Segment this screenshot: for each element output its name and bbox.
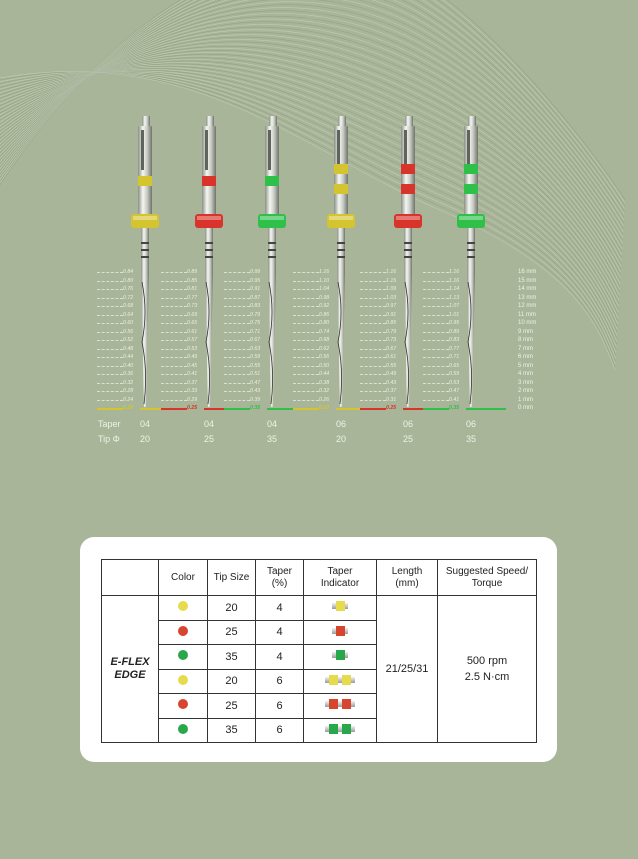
taper-value: 06 [402,419,413,429]
taper-cell: 6 [256,694,304,719]
diameter-label: 0.87 [250,294,261,301]
scale-line [293,391,319,392]
color-cell [159,596,208,621]
taper-cell: 4 [256,596,304,621]
mm-label: 7 mm [518,345,533,352]
diameter-label: 0.73 [386,337,397,343]
tip-value: 20 [139,434,150,444]
taper-indicator-cell [304,718,377,743]
diameter-label: 0.68 [319,337,330,343]
diameter-label: 0.95 [449,320,460,326]
scale-line [161,391,187,392]
diameter-label: 0.69 [187,311,198,318]
scale-line [293,332,319,333]
diameter-label: 1.01 [449,311,460,318]
scale-line [161,408,187,410]
taper-indicator-cell [304,694,377,719]
diameter-label: 0.76 [123,286,134,292]
scale-line [161,374,187,375]
diameter-label: 0.40 [123,362,134,369]
scale-line [360,289,386,290]
diameter-label: 0.37 [386,388,397,394]
diameter-label: 1.16 [319,269,330,275]
scale-line [293,306,319,307]
diameter-label: 1.07 [449,303,460,309]
scale-line [293,281,319,282]
diameter-label: 0.80 [319,320,330,326]
mm-label: 9 mm [518,328,533,335]
diameter-label: 0.89 [449,328,460,335]
scale-line [293,298,319,299]
diameter-label: 0.44 [123,354,134,360]
scale-line [224,315,250,316]
scale-line [360,281,386,282]
tip-value: 35 [465,434,476,444]
scale-line [293,323,319,324]
scale-line [161,289,187,290]
diameter-label: 1.03 [386,294,397,301]
diameter-label: 0.38 [319,379,330,386]
scale-line [224,357,250,358]
diameter-label: 0.59 [449,371,460,377]
diameter-label: 1.16 [449,277,460,284]
diameter-label: 0.79 [250,311,261,318]
scale-line [97,357,123,358]
taper-indicator-icon [325,675,355,685]
scale-line [97,281,123,282]
taper-indicator-icon [332,626,348,636]
tip-value: 35 [266,434,277,444]
scale-line [293,289,319,290]
scale-line [423,272,449,273]
scale-line [360,349,386,350]
color-cell [159,620,208,645]
scale-line [97,400,123,401]
scale-line [293,366,319,367]
tip-value: 25 [402,434,413,444]
tip-row-label: Tip Φ [98,434,120,444]
scale-line [224,400,250,401]
diameter-label: 0.62 [319,345,330,352]
header-color: Color [159,560,208,596]
scale-line [224,349,250,350]
scale-line [360,366,386,367]
diameter-label: 0.56 [319,354,330,360]
tip-size-cell: 25 [208,620,256,645]
scale-line [360,391,386,392]
diameter-label: 0.32 [123,379,134,386]
color-dot [178,601,188,611]
scale-line [97,298,123,299]
scale-line [423,281,449,282]
mm-label: 13 mm [518,294,537,301]
scale-line [224,323,250,324]
color-dot [178,724,188,734]
mm-label: 6 mm [518,354,533,360]
diameter-label: 0.20 [319,405,330,411]
diameter-label: 0.29 [187,396,198,403]
scale-line [423,289,449,290]
taper-cell: 6 [256,669,304,694]
taper-value: 06 [335,419,346,429]
diameter-label: 0.60 [123,320,134,326]
taper-indicator-icon [325,724,355,734]
scale-line [161,383,187,384]
taper-indicator-icon [332,650,348,660]
scale-line [360,374,386,375]
diameter-label: 0.47 [449,388,460,394]
diameter-label: 0.37 [187,379,198,386]
mm-label: 1 mm [518,396,533,403]
diameter-label: 0.52 [123,337,134,343]
mm-label: 3 mm [518,379,533,386]
product-name: E-FLEX EDGE [102,596,159,743]
scale-line [224,383,250,384]
diameter-label: 0.67 [250,337,261,343]
diameter-label: 0.73 [187,303,198,309]
taper-indicator-icon [325,699,355,709]
scale-line [293,315,319,316]
scale-line [97,349,123,350]
scale-line [97,366,123,367]
taper-value: 06 [465,419,476,429]
scale-line [423,400,449,401]
diameter-label: 0.97 [386,303,397,309]
scale-line [97,332,123,333]
diameter-label: 0.61 [386,354,397,360]
diameter-label: 0.20 [123,405,134,411]
diameter-label: 0.85 [386,320,397,326]
scale-line [423,315,449,316]
diameter-label: 0.44 [319,371,330,377]
diameter-label: 0.41 [187,371,198,377]
diameter-label: 0.26 [319,396,330,403]
scale-line [224,332,250,333]
spec-card [80,537,557,762]
mm-label: 5 mm [518,362,533,369]
scale-line [224,306,250,307]
diameter-label: 0.61 [187,328,198,335]
scale-line [423,306,449,307]
scale-line [161,323,187,324]
scale-line [423,366,449,367]
diameter-label: 0.51 [250,371,261,377]
scale-line [224,340,250,341]
diameter-label: 0.39 [250,396,261,403]
color-dot [178,650,188,660]
scale-line [360,408,386,410]
diameter-label: 0.55 [386,362,397,369]
diameter-label: 0.48 [123,345,134,352]
scale-line [360,332,386,333]
scale-line [224,374,250,375]
diameter-label: 0.63 [250,345,261,352]
scale-line [293,340,319,341]
scale-line [360,315,386,316]
diameter-label: 0.86 [319,311,330,318]
diameter-label: 0.59 [250,354,261,360]
diameter-label: 0.33 [187,388,198,394]
scale-line [423,374,449,375]
diameter-label: 0.71 [250,328,261,335]
scale-line [360,357,386,358]
diameter-label: 0.68 [123,303,134,309]
table-header-row [102,560,537,596]
scale-line [161,272,187,273]
mm-label: 4 mm [518,371,533,377]
taper-value: 04 [266,419,277,429]
mm-label: 11 mm [518,311,536,318]
scale-line [161,332,187,333]
diameter-label: 0.98 [319,294,330,301]
diameter-label: 0.45 [187,362,198,369]
speed-cell: 500 rpm 2.5 N·cm [438,596,537,743]
diameter-label: 0.99 [250,269,261,275]
diameter-label: 0.49 [386,371,397,377]
diameter-label: 0.65 [187,320,198,326]
diameter-label: 1.13 [449,294,460,301]
diameter-label: 1.15 [386,277,397,284]
scale-line [423,323,449,324]
scale-line [97,340,123,341]
diameter-label: 0.53 [187,345,198,352]
mm-label: 2 mm [518,388,533,394]
scale-line [360,383,386,384]
diameter-label: 0.77 [187,294,198,301]
diameter-label: 1.14 [449,286,460,292]
taper-indicator-cell [304,645,377,670]
mm-label: 15 mm [518,277,537,284]
diameter-label: 0.79 [386,328,397,335]
diameter-label: 0.80 [123,277,134,284]
tip-value: 20 [335,434,346,444]
scale-line [224,281,250,282]
diameter-label: 1.10 [319,277,330,284]
color-cell [159,645,208,670]
header-taper-indicator: Taper Indicator [304,560,377,596]
scale-line [97,306,123,307]
scale-line [97,374,123,375]
scale-line [293,357,319,358]
scale-line [466,408,506,410]
diameter-label: 0.35 [449,405,460,411]
diameter-label: 0.83 [449,337,460,343]
scale-line [97,408,123,410]
diameter-label: 0.65 [449,362,460,369]
scale-line [423,332,449,333]
mm-label: 0 mm [518,405,533,411]
diameter-label: 0.77 [449,345,460,352]
diameter-label: 0.53 [449,379,460,386]
diameter-label: 0.24 [123,396,134,403]
scale-line [161,306,187,307]
diameter-label: 0.92 [319,303,330,309]
mm-label: 8 mm [518,337,533,343]
scale-line [97,391,123,392]
tip-size-cell: 35 [208,718,256,743]
header-taper: Taper (%) [256,560,304,596]
table-row [102,596,537,621]
diameter-label: 0.28 [123,388,134,394]
scale-line [161,281,187,282]
scale-line [423,357,449,358]
scale-line [161,400,187,401]
taper-cell: 4 [256,645,304,670]
mm-label: 14 mm [518,286,537,292]
diameter-label: 0.67 [386,345,397,352]
scale-line [423,383,449,384]
diameter-label: 0.36 [123,371,134,377]
diameter-label: 0.91 [386,311,397,318]
diameter-label: 0.47 [250,379,261,386]
diameter-label: 1.09 [386,286,397,292]
spec-table [101,559,537,743]
diameter-label: 0.41 [449,396,460,403]
taper-indicator-icon [332,601,348,611]
diameter-label: 0.25 [187,405,198,411]
diameter-label: 0.71 [449,354,460,360]
scale-line [360,298,386,299]
scale-line [293,408,319,410]
taper-cell: 4 [256,620,304,645]
diameter-label: 1.16 [449,269,460,275]
scale-line [423,298,449,299]
scale-line [360,306,386,307]
scale-line [293,374,319,375]
diameter-label: 0.49 [187,354,198,360]
taper-value: 04 [203,419,214,429]
diameter-label: 0.75 [250,320,261,326]
tip-size-cell: 25 [208,694,256,719]
mm-label: 12 mm [518,303,537,309]
color-dot [178,699,188,709]
diameter-label: 0.83 [250,303,261,309]
scale-line [360,400,386,401]
diameter-label: 0.25 [386,405,397,411]
scale-line [293,383,319,384]
scale-line [360,272,386,273]
scale-line [224,272,250,273]
scale-line [161,349,187,350]
mm-label: 16 mm [518,269,537,275]
header-speed: Suggested Speed/ Torque [438,560,537,596]
scale-line [293,349,319,350]
scale-line [293,400,319,401]
diameter-label: 0.91 [250,286,261,292]
scale-line [161,366,187,367]
taper-row-label: Taper [98,419,121,429]
diameter-label: 0.81 [187,286,198,292]
scale-line [97,289,123,290]
diameter-label: 0.31 [386,396,397,403]
scale-line [360,323,386,324]
color-dot [178,626,188,636]
scale-line [97,272,123,273]
diameter-label: 0.55 [250,362,261,369]
scale-line [161,340,187,341]
diameter-label: 0.85 [187,277,198,284]
diameter-label: 1.16 [386,269,397,275]
scale-line [423,340,449,341]
diameter-label: 0.89 [187,269,198,275]
color-cell [159,694,208,719]
scale-line [423,391,449,392]
header-length: Length (mm) [377,560,438,596]
diameter-label: 0.35 [250,405,261,411]
mm-label: 10 mm [518,320,537,326]
diameter-label: 0.95 [250,277,261,284]
scale-line [360,340,386,341]
scale-line [161,357,187,358]
diameter-label: 0.43 [250,388,261,394]
diameter-label: 0.74 [319,328,330,335]
diameter-label: 0.72 [123,294,134,301]
scale-line [224,391,250,392]
scale-line [423,349,449,350]
diameter-label: 0.32 [319,388,330,394]
color-dot [178,675,188,685]
scale-line [293,272,319,273]
taper-indicator-cell [304,669,377,694]
scale-line [97,383,123,384]
taper-indicator-cell [304,620,377,645]
color-cell [159,718,208,743]
scale-line [423,408,449,410]
header-tip-size: Tip Size [208,560,256,596]
tip-value: 25 [203,434,214,444]
length-cell: 21/25/31 [377,596,438,743]
diameter-label: 0.50 [319,362,330,369]
scale-line [224,366,250,367]
diameter-label: 1.04 [319,286,330,292]
color-cell [159,669,208,694]
header-empty [102,560,159,596]
scale-line [161,298,187,299]
scale-line [224,289,250,290]
taper-cell: 6 [256,718,304,743]
taper-value: 04 [139,419,150,429]
scale-line [161,315,187,316]
tip-size-cell: 20 [208,596,256,621]
scale-line [97,315,123,316]
scale-line [224,298,250,299]
taper-indicator-cell [304,596,377,621]
scale-line [97,323,123,324]
scale-line [224,408,250,410]
tip-size-cell: 20 [208,669,256,694]
diameter-label: 0.56 [123,328,134,335]
tip-size-cell: 35 [208,645,256,670]
diameter-label: 0.64 [123,311,134,318]
diameter-label: 0.57 [187,337,198,343]
diameter-label: 0.84 [123,269,134,275]
diameter-label: 0.43 [386,379,397,386]
